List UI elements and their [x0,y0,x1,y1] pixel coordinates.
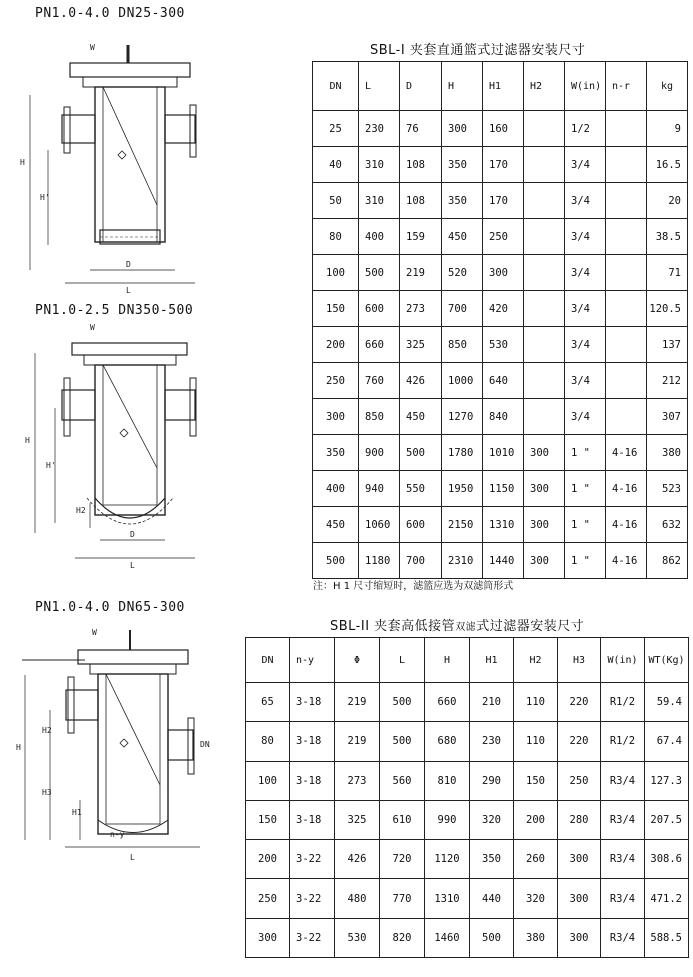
table-cell: 137 [647,327,688,363]
table-cell: 150 [514,761,558,800]
table-cell: 220 [558,722,601,761]
table-cell [606,147,647,183]
table-row [246,918,689,957]
table-cell: 820 [380,918,425,957]
table-cell: 1010 [483,435,524,471]
table-cell: 38.5 [647,219,688,255]
table-cell: 273 [400,291,442,327]
table1-header-cell: D [400,62,442,111]
table-cell: 210 [470,683,514,722]
dim-h3-label: H3 [42,788,52,797]
table-cell: 1460 [425,918,470,957]
table-cell: 170 [483,183,524,219]
table-cell: 1440 [483,543,524,579]
dim-h1-label: H1 [72,808,82,817]
dim-d-label: D [130,530,135,539]
table2-header-cell: H3 [558,638,601,683]
table-cell: 530 [483,327,524,363]
table-cell [606,183,647,219]
table-cell [524,291,565,327]
table-cell: 219 [400,255,442,291]
table2-title-part: 式过滤器安装尺寸 [476,619,585,634]
dim-d-label: D [126,260,131,269]
table-cell: 300 [558,879,601,918]
table-cell: 20 [647,183,688,219]
table-cell: 640 [483,363,524,399]
table-cell: 325 [400,327,442,363]
table-cell: 200 [514,800,558,839]
table-cell: 110 [514,683,558,722]
table-cell: 108 [400,147,442,183]
dim-dn-label: DN [200,740,210,749]
table-row [313,435,688,471]
table2-header-row [246,638,689,683]
table-cell [524,399,565,435]
table-cell: 440 [470,879,514,918]
table-cell: 850 [359,399,400,435]
table-cell: 500 [313,543,359,579]
table-cell [524,219,565,255]
table-cell: 80 [246,722,290,761]
table-row [313,255,688,291]
table-cell: 300 [524,435,565,471]
table-cell: 680 [425,722,470,761]
table-cell: 3/4 [565,219,606,255]
table-cell: 720 [380,840,425,879]
table-row [313,507,688,543]
table-cell: 4-16 [606,543,647,579]
table-cell: 3-18 [290,722,335,761]
table-cell: 280 [558,800,601,839]
strainer-drawing-1 [0,25,230,295]
table-cell: 1950 [442,471,483,507]
table-cell: 207.5 [645,800,689,839]
table1-header-cell: DN [313,62,359,111]
table-cell: 350 [313,435,359,471]
table-cell: R3/4 [601,918,645,957]
table-cell: 230 [359,111,400,147]
table-cell: 471.2 [645,879,689,918]
table-cell: 523 [647,471,688,507]
table-cell: 320 [514,879,558,918]
table-cell: R1/2 [601,722,645,761]
table-cell: 219 [335,683,380,722]
table-cell: 770 [380,879,425,918]
table-cell: 40 [313,147,359,183]
table2-header-cell: Φ [335,638,380,683]
table-cell [524,183,565,219]
table-row [246,800,689,839]
table1-note: 注：H 1 尺寸缩短时，滤篮应选为双滤筒形式 [313,581,514,592]
table-cell: 67.4 [645,722,689,761]
table-row [313,327,688,363]
table-cell: 200 [246,840,290,879]
table-cell: 170 [483,147,524,183]
table-cell: 632 [647,507,688,543]
table-row [313,219,688,255]
table-cell: 1 " [565,435,606,471]
table-cell: 300 [524,543,565,579]
table-cell: R3/4 [601,800,645,839]
table-row [246,761,689,800]
dim-h2-label: H2 [76,506,86,515]
table-cell: 3/4 [565,183,606,219]
table-cell: 300 [246,918,290,957]
table-cell: 1 " [565,471,606,507]
dim-w-label: W [90,323,95,332]
table-cell: 700 [400,543,442,579]
table2-header-cell: H1 [470,638,514,683]
table-row [313,111,688,147]
table-cell: 4-16 [606,435,647,471]
table-cell: 450 [400,399,442,435]
spec-table-2 [245,637,689,958]
table-cell: 310 [359,147,400,183]
table-cell: 4-16 [606,507,647,543]
table-cell: 9 [647,111,688,147]
table2-header-cell: H2 [514,638,558,683]
table-cell: 65 [246,683,290,722]
table-cell [606,399,647,435]
dim-l-label: L [126,286,131,295]
dim-h-label: H [25,436,30,445]
table-cell: 560 [380,761,425,800]
table-row [246,840,689,879]
table-cell: 400 [359,219,400,255]
table-cell: 810 [425,761,470,800]
dim-h-label: H [20,158,25,167]
table-cell: 500 [359,255,400,291]
dim-h2-label: H2 [42,726,52,735]
table-cell: 150 [246,800,290,839]
table-cell: 3-18 [290,761,335,800]
table-cell: 700 [442,291,483,327]
table-cell: 1 " [565,507,606,543]
table-row [313,291,688,327]
table-cell: 660 [425,683,470,722]
table-row [313,183,688,219]
dim-w-label: W [90,43,95,52]
table-cell: 900 [359,435,400,471]
table-cell: 2310 [442,543,483,579]
table-cell: 212 [647,363,688,399]
table-row [313,363,688,399]
table-cell [524,111,565,147]
table-cell: 660 [359,327,400,363]
table-cell: 59.4 [645,683,689,722]
table-row [313,399,688,435]
table1-header-cell: L [359,62,400,111]
table-cell: 308.6 [645,840,689,879]
table-row [246,683,689,722]
strainer-drawing-3 [0,615,235,877]
table-cell: 1150 [483,471,524,507]
table-cell: 300 [524,507,565,543]
table-cell: 1 " [565,543,606,579]
table-cell: 307 [647,399,688,435]
table-cell: 1180 [359,543,400,579]
table-cell [606,255,647,291]
table-cell: R3/4 [601,840,645,879]
table-cell: 400 [313,471,359,507]
table-cell: 16.5 [647,147,688,183]
table-cell: 273 [335,761,380,800]
table-cell: 220 [558,683,601,722]
table-cell: 350 [442,183,483,219]
table-cell: 840 [483,399,524,435]
table2-header-cell: n-y [290,638,335,683]
table-cell: 50 [313,183,359,219]
strainer-drawing-2 [0,318,230,580]
table-cell: 1270 [442,399,483,435]
table-cell: R3/4 [601,761,645,800]
table-cell: 250 [558,761,601,800]
table-cell: 500 [470,918,514,957]
table1-header-cell: H2 [524,62,565,111]
table-cell: 4-16 [606,471,647,507]
table-cell: R3/4 [601,879,645,918]
table-cell: 3/4 [565,291,606,327]
table1-header-row [313,62,688,111]
table-cell [606,363,647,399]
table-cell: 80 [313,219,359,255]
dim-w-label: W [92,628,97,637]
table-cell [524,255,565,291]
table2-header-cell: H [425,638,470,683]
table-cell: 3-22 [290,879,335,918]
table-cell [524,147,565,183]
table-cell: 325 [335,800,380,839]
table-cell: 110 [514,722,558,761]
table-cell: 990 [425,800,470,839]
dim-ny-label: n-y [110,830,125,839]
table-cell [606,291,647,327]
table1-title: SBL-I 夹套直通篮式过滤器安装尺寸 [370,43,586,58]
table-cell: 1310 [483,507,524,543]
table-cell: 300 [524,471,565,507]
table2-header-cell: W(in) [601,638,645,683]
table-cell: 350 [442,147,483,183]
drawing-1-caption: PN1.0-4.0 DN25-300 [35,6,185,21]
table-cell: 500 [380,722,425,761]
table-cell: 159 [400,219,442,255]
table-cell [524,363,565,399]
table-cell: 600 [359,291,400,327]
table-cell: 120.5 [647,291,688,327]
table-cell: 300 [313,399,359,435]
dim-h-label: H [16,743,21,752]
table-cell: 610 [380,800,425,839]
table1-header-cell: kg [647,62,688,111]
table-cell: 420 [483,291,524,327]
table-cell: 426 [400,363,442,399]
table-cell: 530 [335,918,380,957]
table-cell [606,219,647,255]
dim-l-label: L [130,561,135,570]
table-cell: 100 [313,255,359,291]
table-cell: 350 [470,840,514,879]
table-cell [524,327,565,363]
table1-header-cell: n-r [606,62,647,111]
table-cell: 760 [359,363,400,399]
table-cell: 3/4 [565,363,606,399]
table-cell: 76 [400,111,442,147]
table-row [246,879,689,918]
table-row [313,471,688,507]
table-cell: 300 [483,255,524,291]
table-cell: 1120 [425,840,470,879]
table-cell: 150 [313,291,359,327]
table-cell: 450 [313,507,359,543]
table-cell: 25 [313,111,359,147]
table-cell: 310 [359,183,400,219]
table-cell: 380 [647,435,688,471]
table-cell: 219 [335,722,380,761]
table-cell: 3/4 [565,327,606,363]
table-cell: 426 [335,840,380,879]
table-cell: 290 [470,761,514,800]
table-cell: 250 [246,879,290,918]
table-cell: 108 [400,183,442,219]
table2-header-cell: WT(Kg) [645,638,689,683]
table-cell: 1/2 [565,111,606,147]
table-cell: 230 [470,722,514,761]
table-cell: R1/2 [601,683,645,722]
table-row [246,722,689,761]
table-cell: 450 [442,219,483,255]
table-cell: 200 [313,327,359,363]
table-cell [606,327,647,363]
table-cell [606,111,647,147]
table2-header-cell: L [380,638,425,683]
table-cell: 300 [558,840,601,879]
table-cell: 520 [442,255,483,291]
table-cell: 250 [483,219,524,255]
table-cell: 250 [313,363,359,399]
table-cell: 550 [400,471,442,507]
table-cell: 1060 [359,507,400,543]
table1-header-cell: W(in) [565,62,606,111]
table-cell: 3/4 [565,147,606,183]
table-cell: 940 [359,471,400,507]
table-cell: 320 [470,800,514,839]
table2-title [330,615,584,634]
table-cell: 160 [483,111,524,147]
table2-header-cell: DN [246,638,290,683]
table-cell: 500 [400,435,442,471]
table-cell: 100 [246,761,290,800]
drawing-3-caption: PN1.0-4.0 DN65-300 [35,600,185,615]
table-cell: 127.3 [645,761,689,800]
table2-title-part: 双滤 [455,622,477,633]
table-cell: 3-18 [290,800,335,839]
table-cell: 500 [380,683,425,722]
table2-title-part: SBL-II 夹套高低接管 [330,619,456,634]
table-cell: 3-22 [290,840,335,879]
table-cell: 850 [442,327,483,363]
table-cell: 300 [558,918,601,957]
table-cell: 1000 [442,363,483,399]
table1-header-cell: H1 [483,62,524,111]
table-row [313,543,688,579]
table-cell: 1310 [425,879,470,918]
table-cell: 3/4 [565,255,606,291]
table-cell: 862 [647,543,688,579]
dim-l-label: L [130,853,135,862]
table-cell: 2150 [442,507,483,543]
table-cell: 3-22 [290,918,335,957]
dim-h1-label: H' [40,193,50,202]
table-cell: 1780 [442,435,483,471]
table-cell: 71 [647,255,688,291]
table1-header-cell: H [442,62,483,111]
table-row [313,147,688,183]
table-cell: 588.5 [645,918,689,957]
table-cell: 260 [514,840,558,879]
table-cell: 600 [400,507,442,543]
drawing-2-caption: PN1.0-2.5 DN350-500 [35,303,194,318]
table-cell: 300 [442,111,483,147]
table-cell: 480 [335,879,380,918]
table-cell: 3/4 [565,399,606,435]
table-cell: 3-18 [290,683,335,722]
table-cell: 380 [514,918,558,957]
dim-h1-label: H' [46,461,56,470]
spec-table-1 [312,61,688,579]
